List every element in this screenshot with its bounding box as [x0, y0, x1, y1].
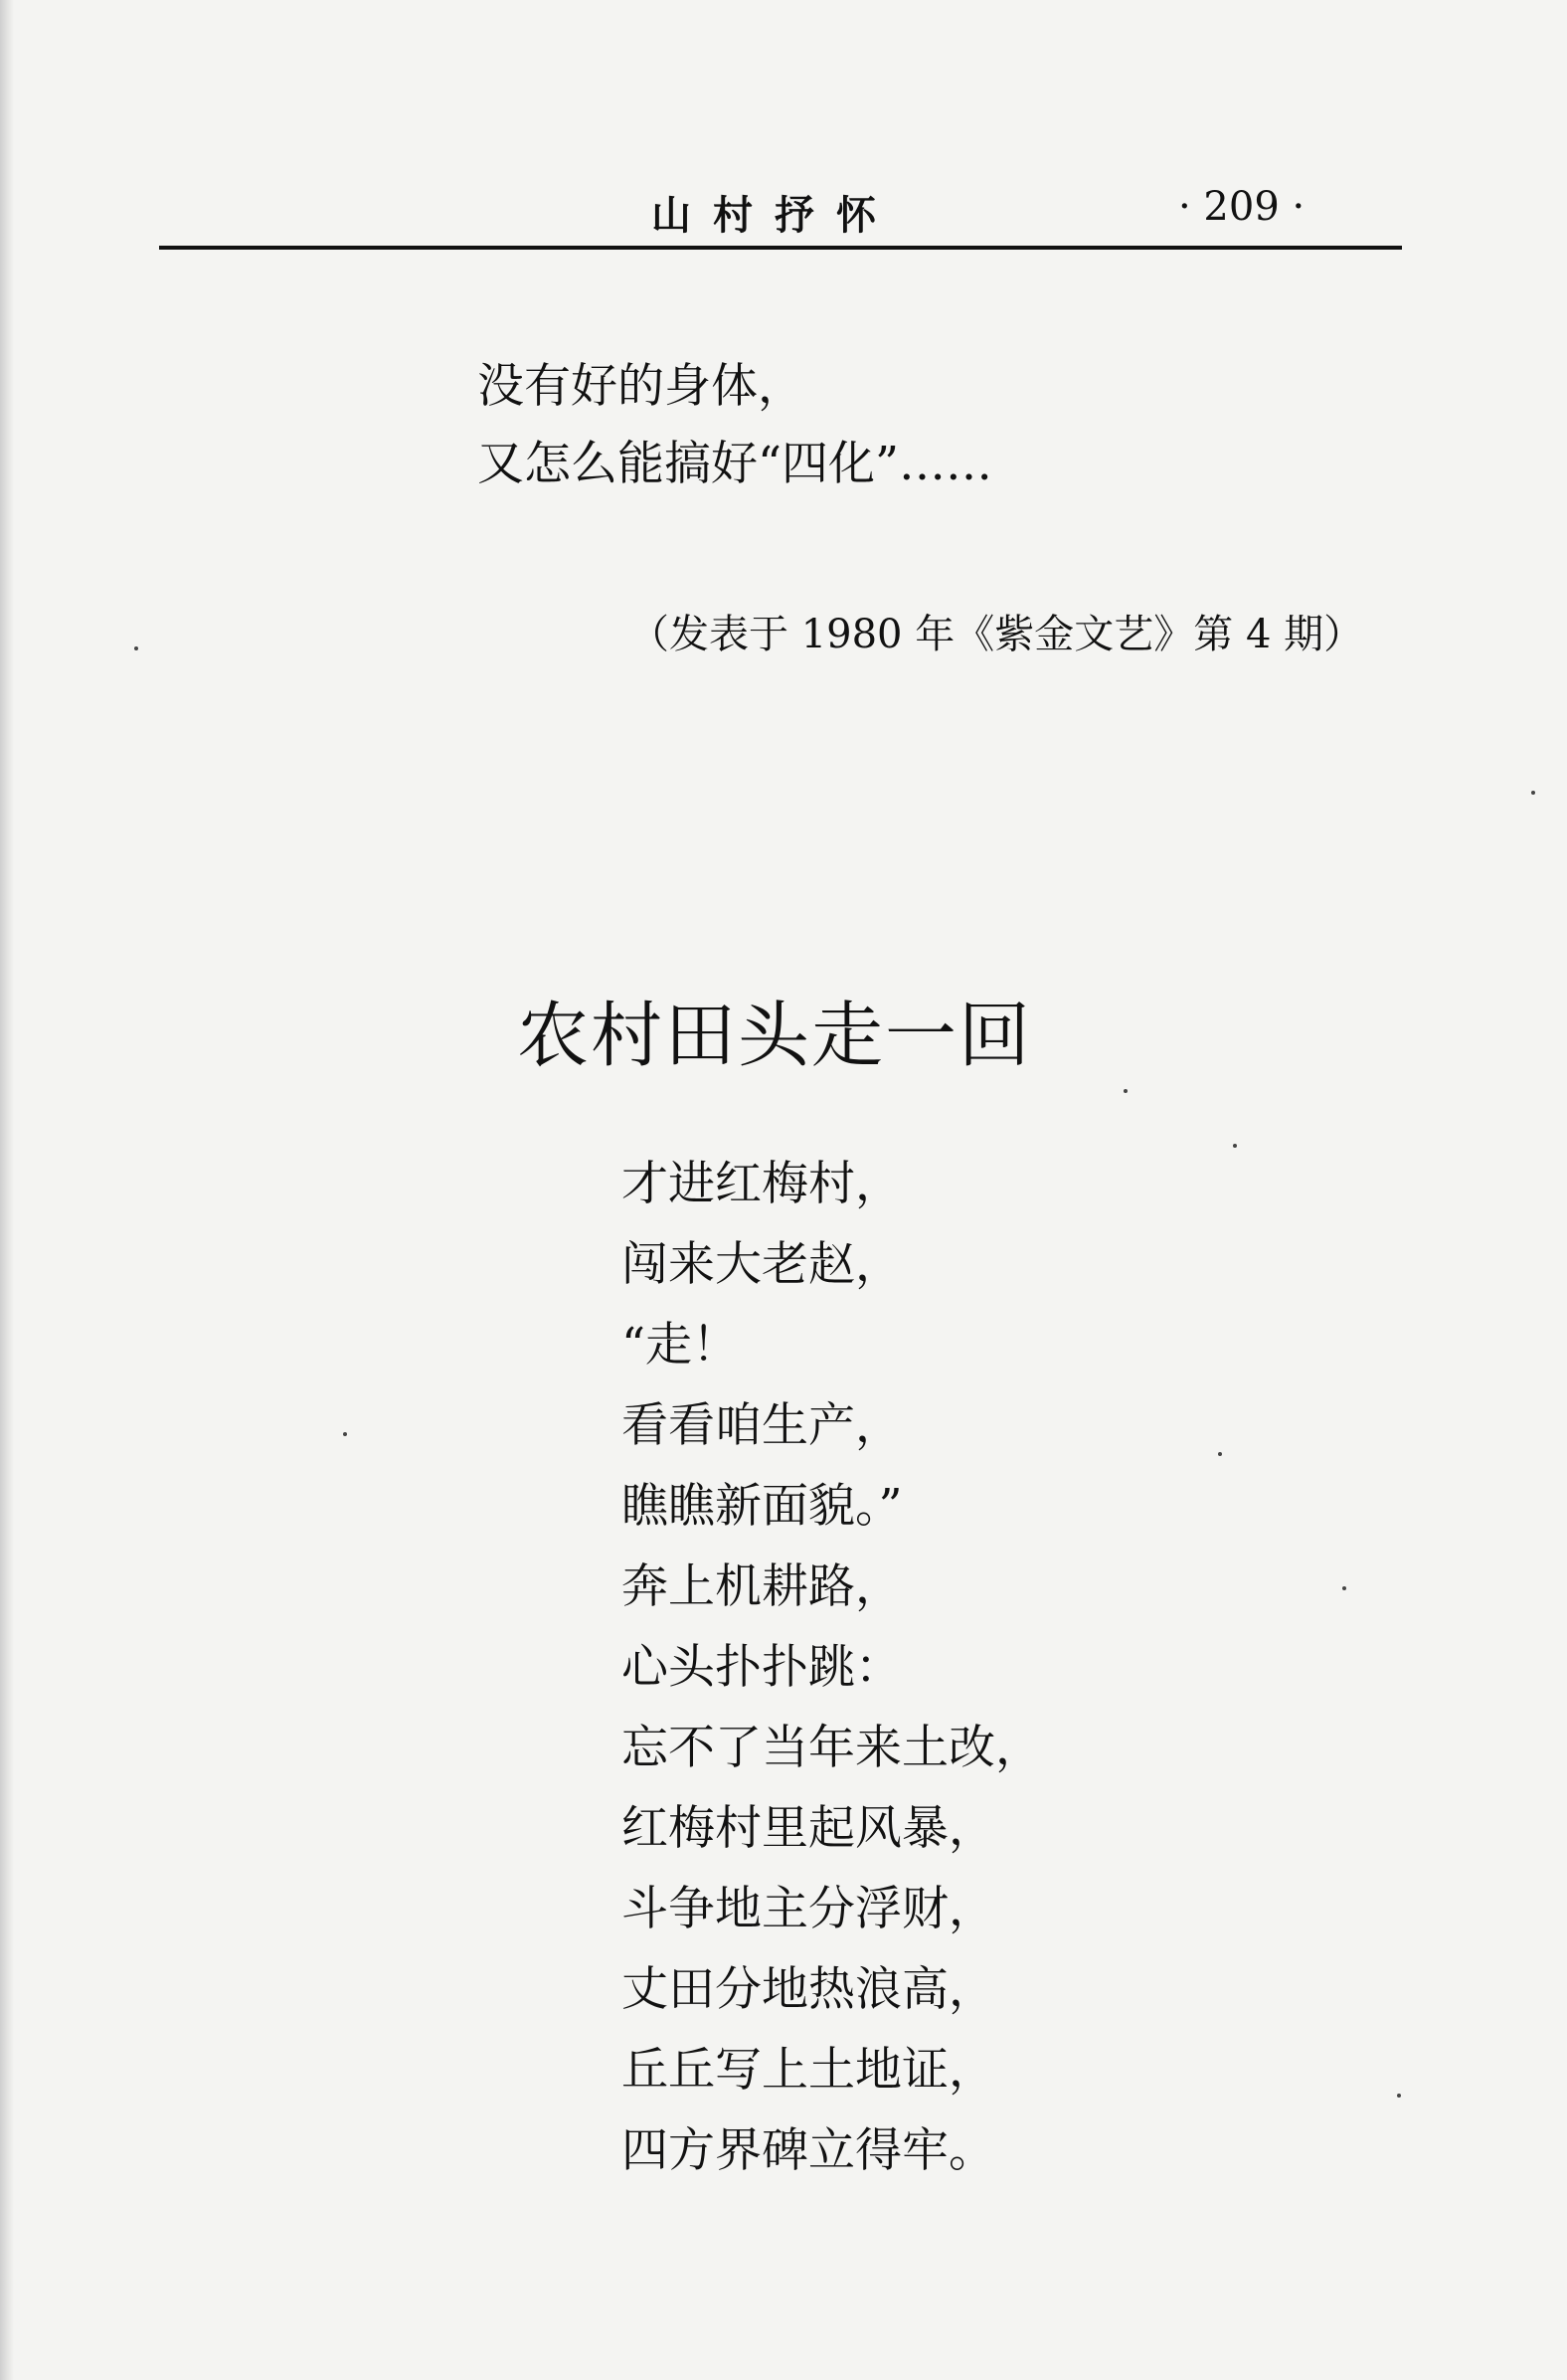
scan-speck — [1342, 1586, 1346, 1590]
publication-note: （发表于 1980 年《紫金文艺》第 4 期） — [629, 612, 1364, 657]
poem-line: 丘丘写上土地证， — [621, 2043, 995, 2098]
scan-speck — [1397, 2094, 1401, 2098]
poem-line: 忘不了当年来土改， — [621, 1721, 1042, 1775]
scan-speck — [1218, 1452, 1222, 1456]
page-number: · 209 · — [1178, 184, 1306, 230]
poem-line: “走！ — [621, 1318, 740, 1373]
poem-line: 闯来大老赵， — [621, 1237, 902, 1292]
page-edge-shadow — [0, 0, 14, 2380]
poem-title: 农村田头走一回 — [517, 994, 1033, 1077]
poem-line: 奔上机耕路， — [621, 1559, 902, 1614]
poem-line: 才进红梅村， — [621, 1157, 902, 1211]
poem-line: 心头扑扑跳： — [621, 1640, 902, 1695]
previous-poem-line: 没有好的身体， — [477, 359, 804, 414]
previous-poem-line: 又怎么能搞好“四化”…… — [477, 437, 993, 491]
header-rule — [159, 246, 1402, 250]
poem-line: 丈田分地热浪高， — [621, 1962, 995, 2017]
poem-line: 看看咱生产， — [621, 1398, 902, 1453]
scan-speck — [1531, 791, 1535, 795]
poem-line: 红梅村里起风暴， — [621, 1801, 995, 1856]
running-title: 山村抒怀 — [651, 192, 898, 239]
scan-speck — [134, 646, 138, 650]
poem-line: 瞧瞧新面貌。” — [621, 1479, 903, 1534]
scan-speck — [343, 1432, 347, 1436]
scan-speck — [1124, 1089, 1128, 1093]
poem-line: 四方界碑立得牢。 — [621, 2123, 995, 2178]
poem-line: 斗争地主分浮财， — [621, 1882, 995, 1936]
scan-speck — [1233, 1144, 1237, 1148]
